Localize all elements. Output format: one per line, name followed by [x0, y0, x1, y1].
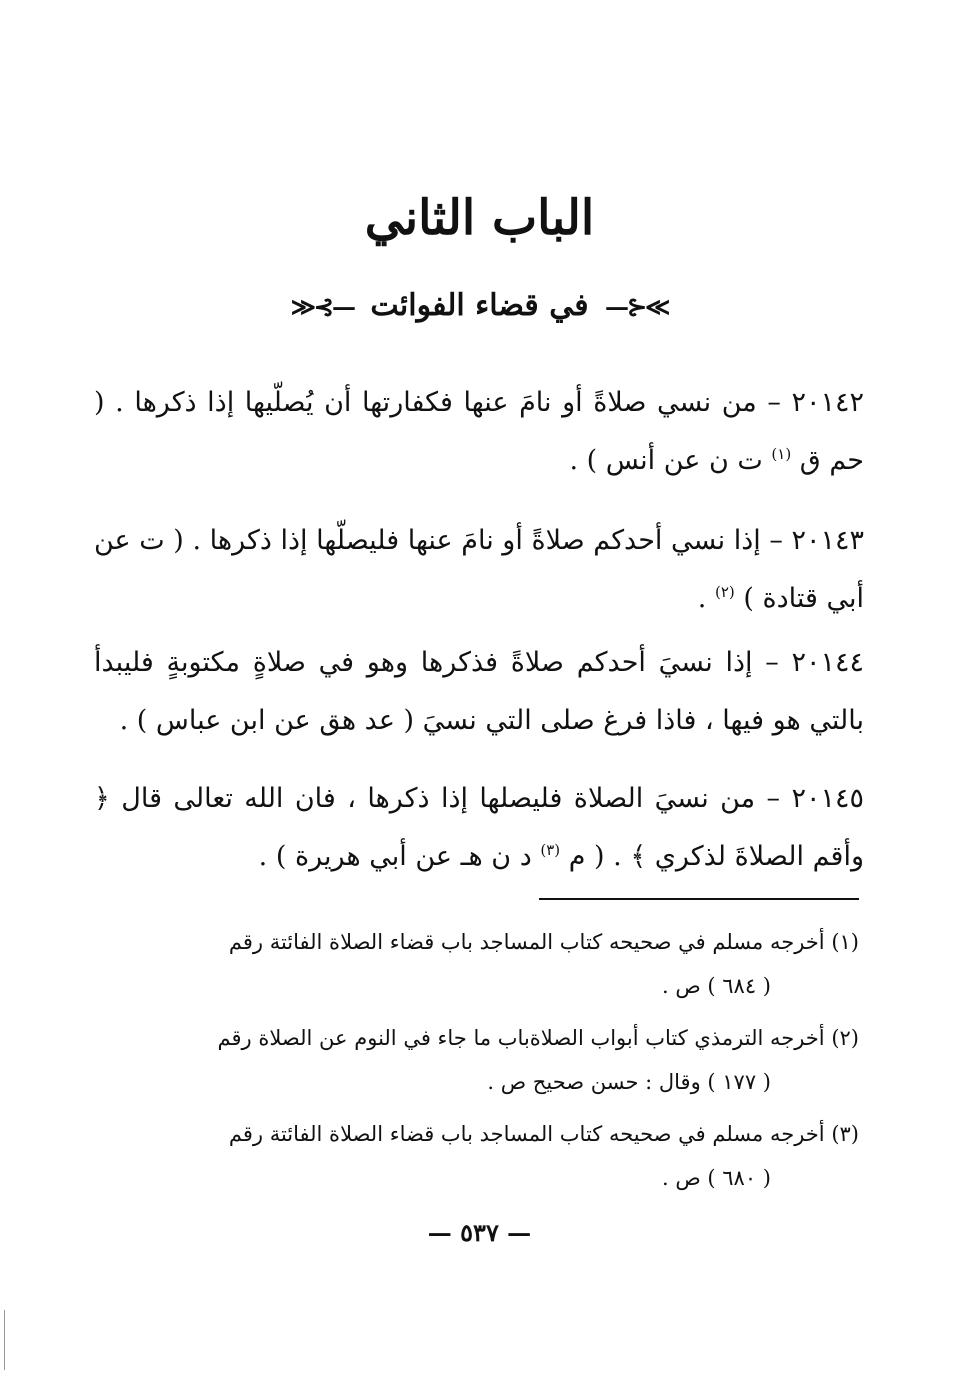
footnote-ref: (١)	[771, 445, 792, 463]
hadith-number: ٢٠١٤٤	[791, 647, 864, 678]
hadith-entry	[94, 512, 864, 628]
footnote-text-continued: ( ٦٨٠ ) ص .	[661, 1166, 771, 1190]
ornament-left-icon: —⊱≪	[290, 291, 354, 321]
hadith-text: من نسيَ الصلاة فليصلها إذا ذكرها ، فان الله تعالى قال ﴿ وأقم الصلاةَ لذكري ﴾ .	[94, 783, 864, 872]
hadith-text: إذا نسي أحدكم صلاةً أو نامَ عنها فليصلّها إذا ذكرها .	[192, 525, 761, 556]
footnote	[119, 920, 859, 1008]
footnote-divider	[539, 898, 859, 900]
hadith-dash: –	[752, 647, 779, 678]
hadith-number: ٢٠١٤٢	[791, 387, 864, 418]
hadith-source-end: د ن هـ عن أبي هريرة ) .	[258, 841, 532, 872]
page-number: — ٥٣٧ —	[427, 1218, 532, 1247]
footnote-marker: (١)	[831, 930, 859, 954]
footnote	[119, 1016, 859, 1104]
hadith-dash: –	[755, 783, 781, 814]
footnote-text-continued: ( ١٧٧ ) وقال : حسن صحيح ص .	[487, 1070, 771, 1094]
hadith-number: ٢٠١٤٣	[791, 525, 864, 556]
hadith-source: ( عد هق عن ابن عباس ) .	[119, 705, 415, 736]
hadith-entry	[94, 374, 864, 490]
footnote-ref: (٣)	[540, 841, 561, 859]
hadith-source-end: .	[697, 583, 707, 614]
footnotes	[119, 920, 859, 1208]
footnote-marker: (٢)	[831, 1026, 859, 1050]
hadith-source: ( حم ق	[94, 387, 864, 476]
hadith-source: ( م	[568, 841, 605, 872]
footnote-text: أخرجه مسلم في صحيحه كتاب المساجد باب قضاء الصلاة الفائتة رقم	[228, 930, 825, 954]
hadith-number: ٢٠١٤٥	[791, 783, 864, 814]
scan-edge-mark	[4, 1310, 5, 1370]
hadith-source: ( ت عن أبي قتادة )	[94, 525, 864, 614]
chapter-subtitle-row	[0, 288, 959, 324]
hadith-source-end: ت ن عن أنس ) .	[569, 445, 763, 476]
footnote-text-continued: ( ٦٨٤ ) ص .	[661, 974, 771, 998]
chapter-title: الباب الثاني	[364, 190, 595, 246]
hadith-dash: –	[756, 387, 781, 418]
hadith-text: إذا نسيَ أحدكم صلاةً فذكرها وهو في صلاةٍ مكتوبةٍ فليبدأ بالتي هو فيها ، فاذا فرغ صلى التي نسيَ	[94, 647, 864, 736]
footnote	[119, 1112, 859, 1200]
ornament-right-icon: ≫⊰—	[605, 291, 669, 321]
footnote-marker: (٣)	[831, 1122, 859, 1146]
hadith-entry	[94, 770, 864, 886]
footnote-text: أخرجه الترمذي كتاب أبواب الصلاةباب ما جاء في النوم عن الصلاة رقم	[217, 1026, 825, 1050]
hadith-text: من نسي صلاةً أو نامَ عنها فكفارتها أن يُصلّيها إذا ذكرها .	[115, 387, 757, 418]
footnote-ref: (٢)	[714, 583, 735, 601]
hadith-entry	[94, 634, 864, 750]
footnote-text: أخرجه مسلم في صحيحه كتاب المساجد باب قضاء الصلاة الفائتة رقم	[228, 1122, 825, 1146]
chapter-subtitle: في قضاء الفوائت	[370, 288, 589, 323]
hadith-dash: –	[760, 525, 783, 556]
